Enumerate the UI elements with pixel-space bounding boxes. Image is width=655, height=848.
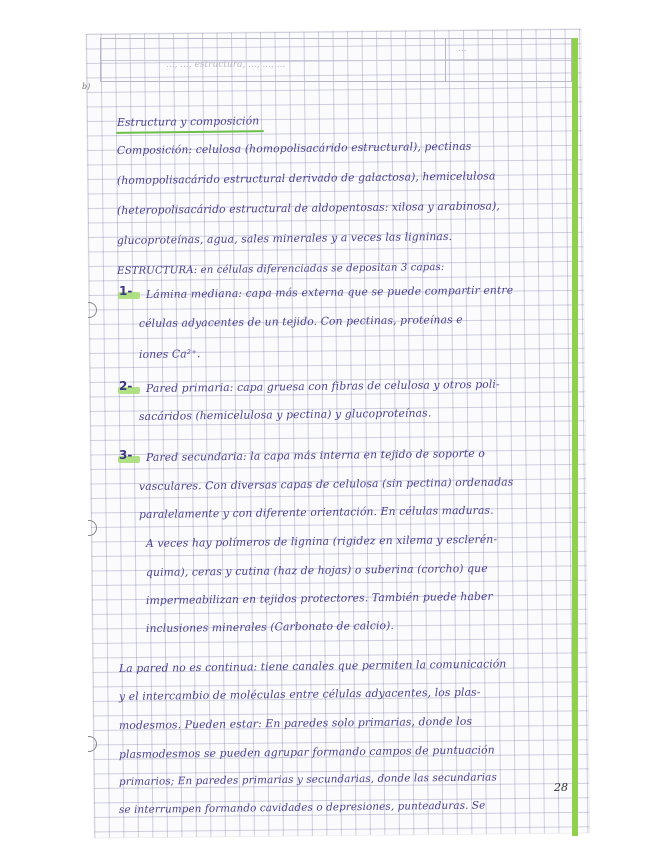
item-number: 3- [119,448,133,462]
composition-line: (heteropolisacárido estructural de aldopentosas: xilosa y arabinosa), [116,199,500,217]
header-faded-text-right: ... [458,44,467,54]
item-number: 2- [119,379,133,393]
composition-line: glucoproteínas, agua, sales minerales y a veces las ligninas. [116,229,453,247]
item-line: A veces hay polímeros de lignina (rigidez en xilema y esclerén- [145,532,498,550]
section-title: Estructura y composición [116,114,260,129]
closing-line: La pared no es continua: tiene canales que permiten la comunicación [118,657,507,675]
binding-strip [572,38,578,836]
item-number: 1- [119,284,133,298]
closing-line: primarios; En paredes primarias y secundarias, donde las secundarias [118,771,497,788]
header-faded-text: ..., ..., estructura, ..., ..., ... [166,60,286,70]
closing-line: plasmodesmos se pueden agrupar formando campos de puntuación [118,743,495,761]
header-divider [445,39,446,81]
item-line: inclusiones minerales (Carbonato de calcio). [145,618,395,635]
item-line: iones Ca²⁺. [138,347,201,361]
closing-line: modesmos. Pueden estar: En paredes solo primarias, donde los [118,714,473,732]
page-number: 28 [554,781,568,794]
item-line: Pared secundaria: la capa más interna en tejido de soporte o [145,446,486,464]
item-line: células adyacentes de un tejido. Con pectinas, proteínas e [138,313,463,330]
item-line: Pared primaria: capa gruesa con fibras de celulosa y otros poli- [145,377,500,395]
composition-line: Composición: celulosa (homopolisacárido estructural), pectinas [116,139,472,157]
structure-intro: ESTRUCTURA: en células diferenciadas se depositan 3 capas: [116,262,445,277]
item-line: impermeabilizan en tejidos protectores. También puede haber [145,589,493,607]
item-line: Lámina mediana: capa más externa que se puede compartir entre [145,283,514,301]
composition-line: (homopolisacárido estructural derivado de galactosa), hemicelulosa [116,169,496,187]
closing-line: se interrumpen formando cavidades o depresiones, punteaduras. Se [118,799,486,816]
margin-mark: b) [82,82,91,91]
closing-line: y el intercambio de moléculas entre células adyacentes, los plas- [118,685,481,703]
item-line: vasculares. Con diversas capas de celulosa (sin pectina) ordenadas [138,475,514,493]
item-line: quima), ceras y cutina (haz de hojas) o suberina (corcho) que [145,561,488,579]
item-line: paralelamente y con diferente orientación. En células maduras. [138,503,494,521]
item-line: sacáridos (hemicelulosa y pectina) y glucoproteínas. [138,406,432,423]
